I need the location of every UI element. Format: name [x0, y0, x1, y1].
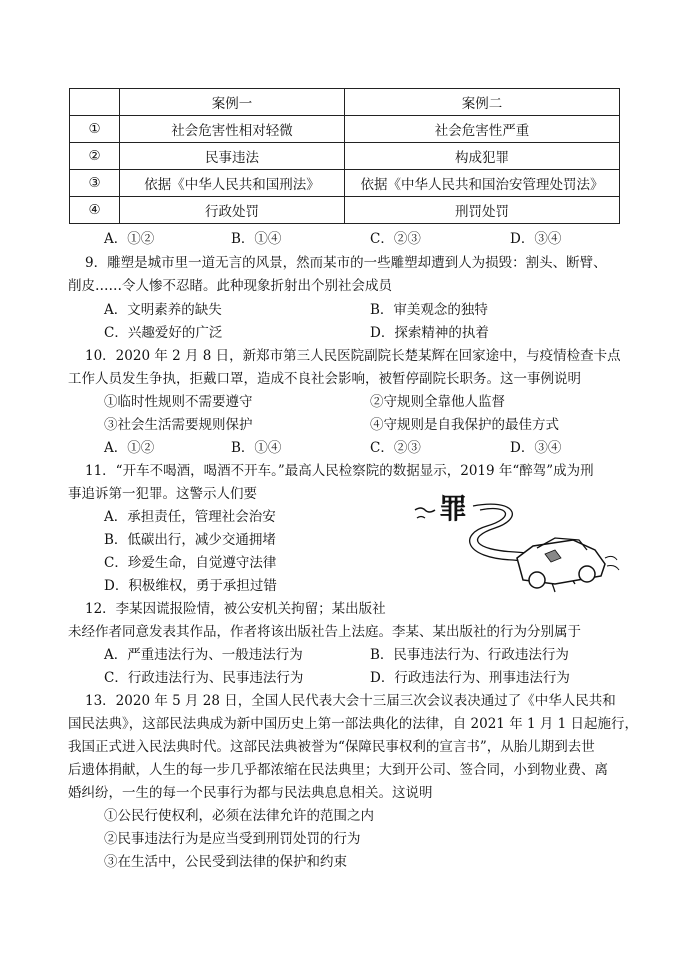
q8-option-a: A．①②	[104, 231, 155, 247]
table-row	[70, 143, 620, 170]
crime-character: 罪	[439, 492, 468, 525]
table-cell: 依据《中华人民共和国治安管理处罚法》	[345, 170, 620, 197]
q10-statement-3: ③社会生活需要规则保护	[104, 417, 253, 433]
q9-stem-line1: 9．雕塑是城市里一道无言的风景，然而某市的一些雕塑却遭到人为损毁：割头、断臂、	[85, 255, 607, 271]
table-row	[70, 197, 620, 224]
q13-stem-line5: 婚纠纷，一生的每一个民事行为都与民法典息息相关。这说明	[68, 785, 433, 801]
q10-option-b: B．①④	[231, 440, 282, 456]
table-row	[70, 170, 620, 197]
q12-stem-line2: 未经作者同意发表其作品，作者将该出版社告上法庭。李某、某出版社的行为分别属于	[68, 624, 581, 640]
q9-option-d: D．探索精神的执着	[370, 325, 489, 341]
q12-option-d: D．行政违法行为、刑事违法行为	[370, 670, 570, 686]
q13-stem-line2: 国民法典》，这部民法典成为新中国历史上第一部法典化的法律，自 2021 年 1 月 1 日起施行，	[68, 716, 639, 732]
table-cell: ④	[70, 197, 120, 224]
q10-statement-4: ④守规则是自我保护的最佳方式	[370, 417, 559, 433]
q9-stem-line2: 削皮……令人惨不忍睹。此种现象折射出个别社会成员	[68, 278, 392, 294]
q11-option-d: D．积极维权，勇于承担过错	[104, 578, 277, 594]
q9-option-b: B．审美观念的独特	[370, 302, 488, 318]
q10-stem-line1: 10．2020 年 2 月 8 日，新郑市第三人民医院副院长楚某辉在回家途中，与疫情检查卡点	[85, 348, 621, 364]
table-cell: 民事违法	[120, 143, 345, 170]
q13-stem-line4: 后遗体捐献，人生的每一步几乎都浓缩在民法典里；大到开公司、签合同，小到物业费、离	[68, 762, 608, 778]
q8-option-d: D．③④	[510, 231, 562, 247]
table-header-cell: 案例一	[120, 89, 345, 116]
q9-option-c: C．兴趣爱好的广泛	[104, 325, 223, 341]
car-icon	[517, 538, 619, 588]
table-header-row	[70, 89, 620, 116]
cases-table	[69, 88, 620, 224]
q11-option-c: C．珍爱生命，自觉遵守法律	[104, 555, 277, 571]
q13-statement-2: ②民事违法行为是应当受到刑罚处罚的行为	[104, 831, 361, 847]
q11-option-b: B．低碳出行，减少交通拥堵	[104, 532, 276, 548]
q10-statement-2: ②守规则全靠他人监督	[370, 394, 505, 410]
table-cell: ①	[70, 116, 120, 143]
table-cell: 行政处罚	[120, 197, 345, 224]
q10-statement-1: ①临时性规则不需要遵守	[104, 394, 253, 410]
q11-stem-line2: 事追诉第一犯罪。这警示人们要	[68, 486, 257, 502]
table-row	[70, 116, 620, 143]
table-cell: 社会危害性严重	[345, 116, 620, 143]
table-header-cell	[70, 89, 120, 116]
q13-stem-line1: 13．2020 年 5 月 28 日，全国人民代表大会十三届三次会议表决通过了《中华人民共和	[85, 693, 616, 709]
q12-option-a: A．严重违法行为、一般违法行为	[104, 647, 303, 663]
q10-option-c: C．②③	[370, 440, 421, 456]
table-header-cell: 案例二	[345, 89, 620, 116]
q12-option-c: C．行政违法行为、民事违法行为	[104, 670, 304, 686]
table-cell: ③	[70, 170, 120, 197]
table-cell: 依据《中华人民共和国刑法》	[120, 170, 345, 197]
q9-option-a: A．文明素养的缺失	[104, 302, 222, 318]
q13-statement-3: ③在生活中，公民受到法律的保护和约束	[104, 854, 347, 870]
table-cell: ②	[70, 143, 120, 170]
q13-stem-line3: 我国正式进入民法典时代。这部民法典被誉为“保障民事权利的宣言书”，从胎儿期到去世	[68, 739, 595, 755]
table-cell: 构成犯罪	[345, 143, 620, 170]
table-cell: 社会危害性相对轻微	[120, 116, 345, 143]
q8-option-c: C．②③	[370, 231, 421, 247]
q11-option-a: A．承担责任，管理社会治安	[104, 509, 276, 525]
q10-option-d: D．③④	[510, 440, 562, 456]
q11-stem-line1: 11．“开车不喝酒，喝酒不开车。”最高人民检察院的数据显示，2019 年“醉驾”成为刑	[85, 463, 594, 479]
q12-stem-line1: 12．李某因谎报险情，被公安机关拘留；某出版社	[85, 601, 386, 617]
q10-option-a: A．①②	[104, 440, 155, 456]
table-cell: 刑罚处罚	[345, 197, 620, 224]
q10-stem-line2: 工作人员发生争执，拒戴口罩，造成不良社会影响，被暂停副院长职务。这一事例说明	[68, 371, 581, 387]
q8-option-b: B．①④	[231, 231, 282, 247]
q12-option-b: B．民事违法行为、行政违法行为	[370, 647, 569, 663]
q13-statement-1: ①公民行使权利，必须在法律允许的范围之内	[104, 808, 374, 824]
drunk-driving-illustration	[405, 488, 630, 598]
